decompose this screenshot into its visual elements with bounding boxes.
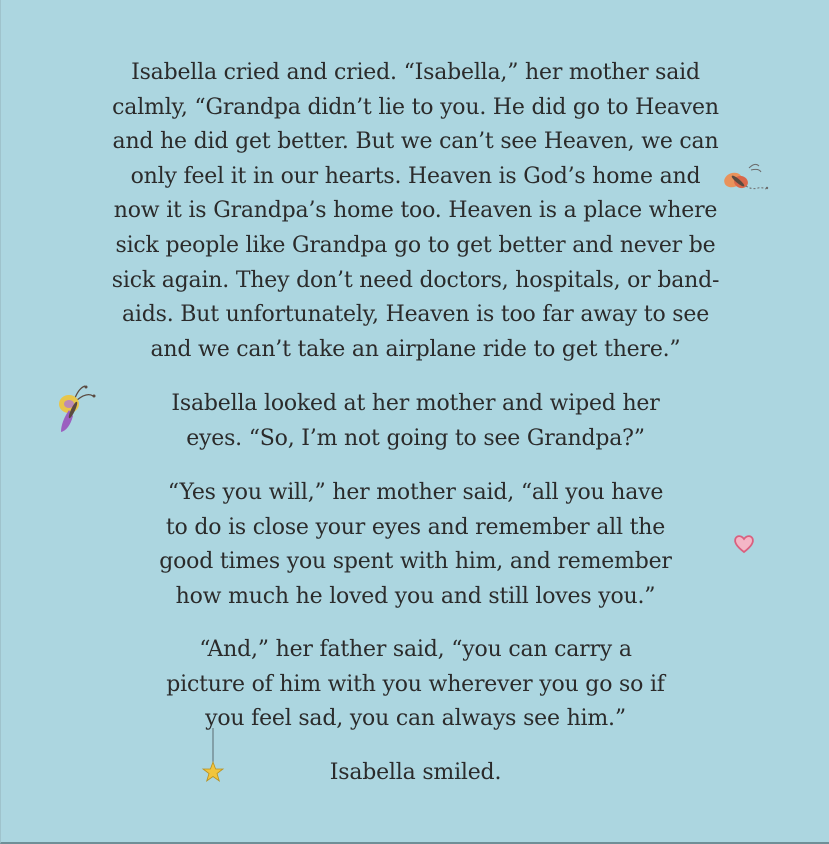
hanging-star-icon [199, 728, 227, 788]
text-line: eyes. “So, I’m not going to see Grandpa?” [186, 425, 645, 451]
text-line: and we can’t take an airplane ride to get there.” [150, 336, 681, 362]
paragraph-3 [1, 476, 829, 614]
paragraph-4 [1, 633, 829, 737]
text-line: “And,” her father said, “you can carry a [199, 637, 632, 662]
paragraph-1 [1, 56, 829, 367]
text-line: Isabella cried and cried. “Isabella,” her mother said [131, 60, 700, 85]
text-line: “Yes you will,” her mother said, “all you have [167, 480, 664, 505]
text-line: now it is Grandpa’s home too. Heaven is a place where [113, 198, 718, 224]
paragraph-5 [1, 756, 829, 791]
text-line: Isabella looked at her mother and wiped her [171, 391, 660, 416]
text-line: you feel sad, you can always see him.” [205, 706, 626, 732]
text-line: good times you spent with him, and remember [159, 549, 672, 575]
text-line: to do is close your eyes and remember all the [165, 514, 666, 540]
butterfly-icon [55, 384, 103, 436]
text-line: only feel it in our hearts. Heaven is God’s home and [130, 163, 701, 189]
text-line: aids. But unfortunately, Heaven is too far away to see [121, 302, 710, 328]
text-line: how much he loved you and still loves you.” [175, 583, 656, 609]
butterfly-icon [719, 160, 773, 196]
text-line: sick again. They don’t need doctors, hospitals, or band- [111, 267, 720, 293]
text-line: picture of him with you wherever you go so if [166, 671, 665, 697]
paragraph-2 [1, 387, 829, 456]
text-line: sick people like Grandpa go to get better and never be [115, 232, 716, 258]
text-line: Isabella smiled. [329, 760, 502, 785]
text-line: calmly, “Grandpa didn’t lie to you. He did go to Heaven [112, 94, 719, 120]
text-line: and he did get better. But we can’t see Heaven, we can [112, 129, 719, 155]
heart-icon [732, 531, 756, 555]
